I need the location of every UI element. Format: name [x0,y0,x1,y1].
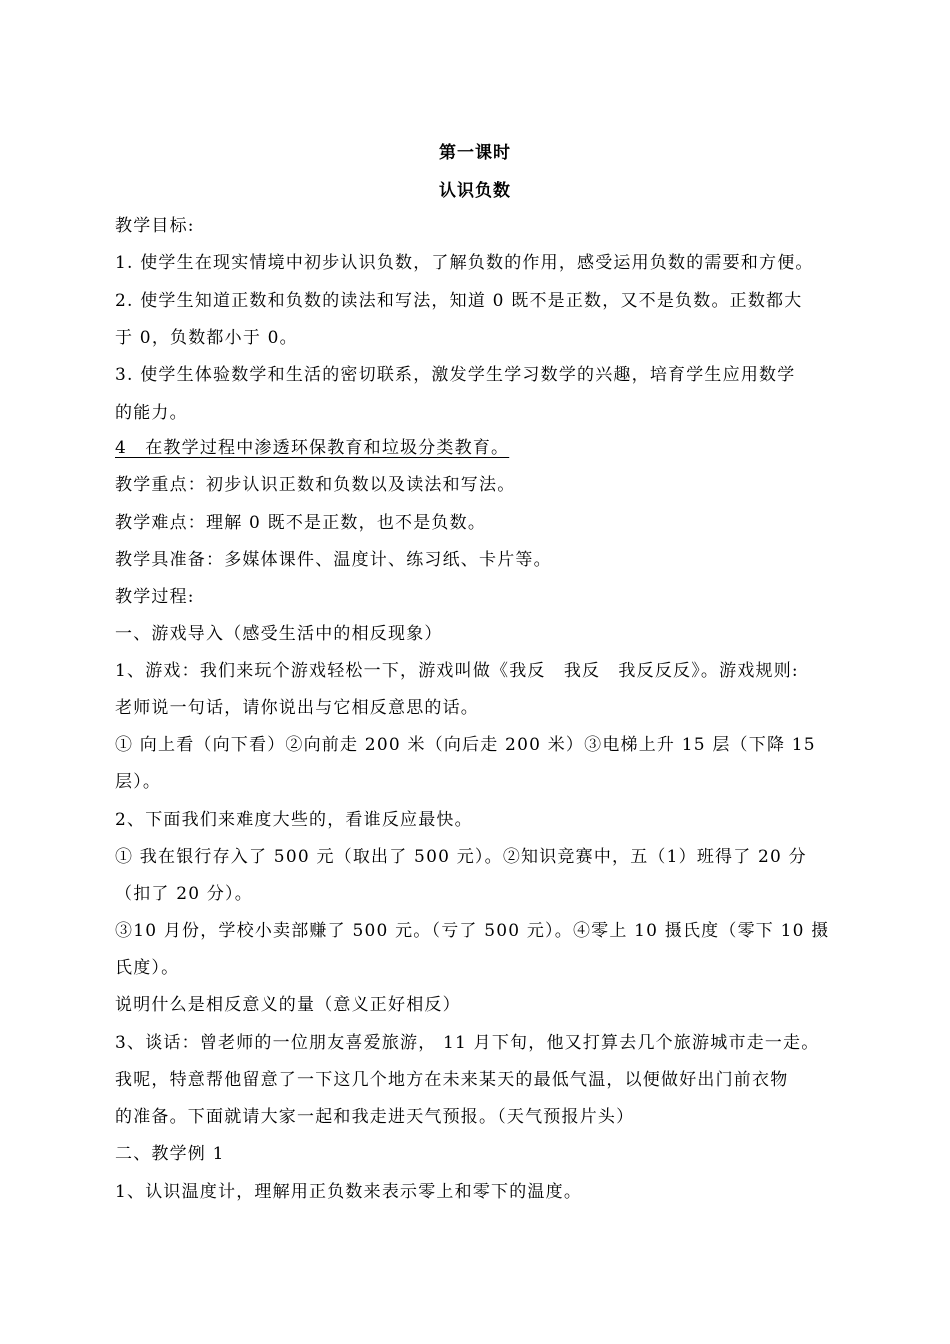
lesson-subtitle: 认识负数 [439,181,511,201]
objective-3-line-1: 3. 使学生体验数学和生活的密切联系，激发学生学习数学的兴趣，培育学生应用数学 [115,365,796,385]
section-2-heading: 二、教学例 1 [115,1144,225,1164]
objective-3-line-2: 的能力。 [115,403,188,423]
example-1: 1、认识温度计，理解用正负数来表示零上和零下的温度。 [115,1182,583,1202]
key-point: 教学重点：初步认识正数和负数以及读法和写法。 [115,475,516,495]
game-examples-line-2: 层）。 [115,772,162,792]
difficulty: 教学难点：理解 0 既不是正数，也不是负数。 [115,513,487,533]
lesson-title: 第一课时 [439,143,511,163]
process-heading: 教学过程: [115,587,195,607]
explain-line: 说明什么是相反意义的量（意义正好相反） [115,995,461,1015]
objective-4: 4 在教学过程中渗透环保教育和垃圾分类教育。 [115,438,510,458]
objective-1: 1. 使学生在现实情境中初步认识负数，了解负数的作用，感受运用负数的需要和方便。 [115,253,814,273]
harder-intro: 2、下面我们来难度大些的，看谁反应最快。 [115,810,473,830]
harder-line-1: ① 我在银行存入了 500 元（取出了 500 元）。②知识竞赛中，五（1）班得了 20 分 [115,847,807,867]
talk-line-1: 3、谈话：曾老师的一位朋友喜爱旅游， 11 月下旬，他又打算去几个旅游城市走一走。 [115,1033,820,1053]
section-1-heading: 一、游戏导入（感受生活中的相反现象） [115,624,443,644]
talk-line-2: 我呢，特意帮他留意了一下这几个地方在未来某天的最低气温，以便做好出门前衣物 [115,1070,789,1090]
harder-line-3: ③10 月份，学校小卖部赚了 500 元。（亏了 500 元）。④零上 10 摄氏度（零下 10 摄 [115,921,830,941]
game-examples-line-1: ① 向上看（向下看）②向前走 200 米（向后走 200 米）③电梯上升 15 层（下降 15 [115,735,816,755]
harder-line-4: 氏度）。 [115,958,180,978]
objectives-heading: 教学目标: [115,216,195,236]
objective-2-line-2: 于 0，负数都小于 0。 [115,328,298,348]
game-line-1: 1、游戏：我们来玩个游戏轻松一下，游戏叫做《我反 我反 我反反反》。游戏规则: [115,661,799,681]
harder-line-2: （扣了 20 分）。 [115,884,253,904]
talk-line-3: 的准备。下面就请大家一起和我走进天气预报。（天气预报片头） [115,1107,635,1127]
game-line-2: 老师说一句话，请你说出与它相反意思的话。 [115,698,479,718]
materials: 教学具准备：多媒体课件、温度计、练习纸、卡片等。 [115,550,552,570]
objective-2-line-1: 2. 使学生知道正数和负数的读法和写法，知道 0 既不是正数，又不是负数。正数都大 [115,291,803,311]
